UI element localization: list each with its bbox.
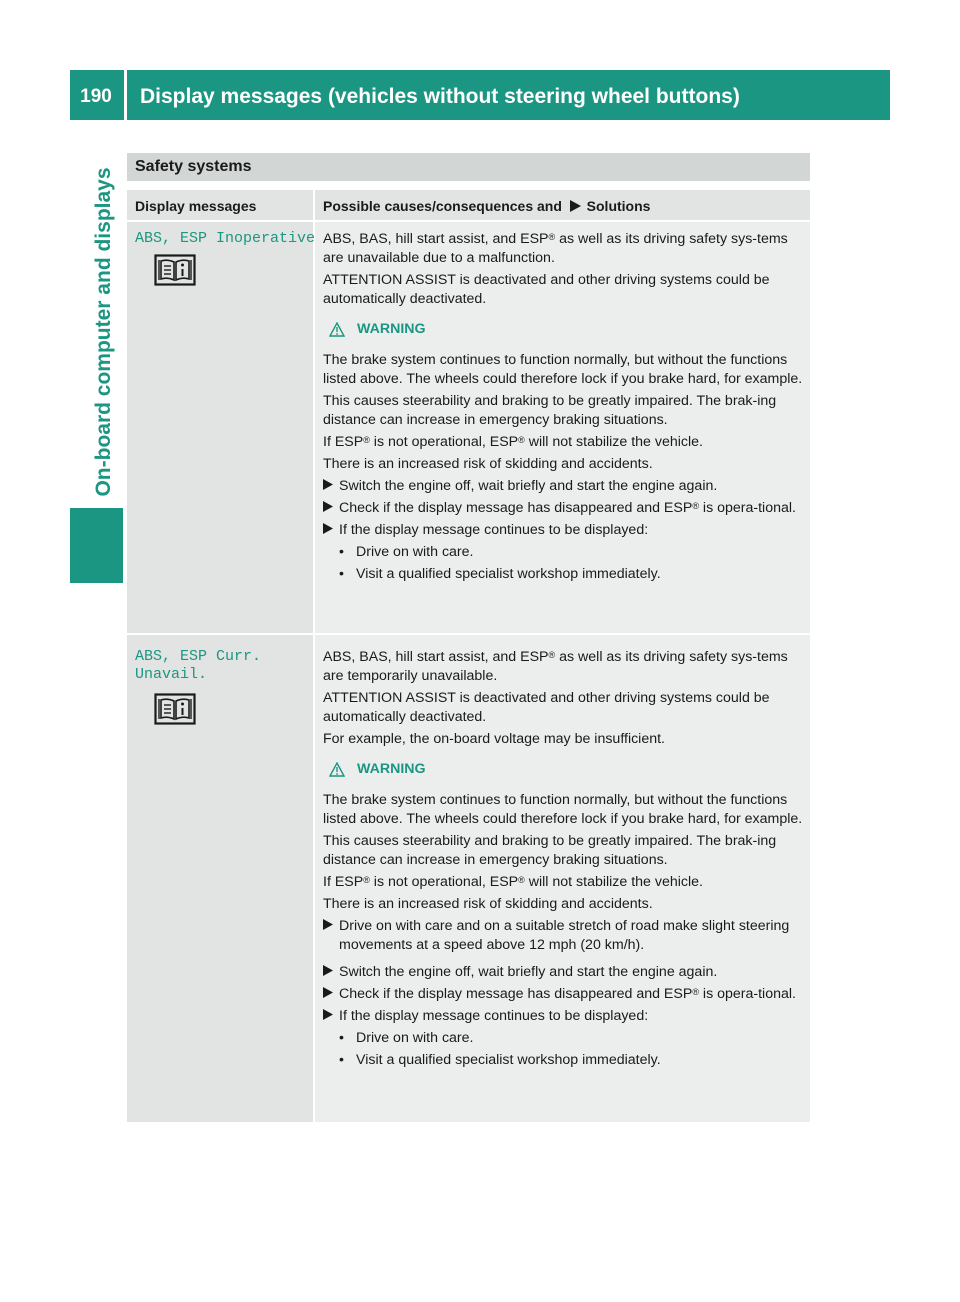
column-header-label: Display messages — [135, 198, 257, 214]
book-icon — [154, 254, 196, 286]
paragraph: ABS, BAS, hill start assist, and ESP® as well as its driving safety sys-tems are unavailable due to a malfunction. — [323, 231, 788, 266]
warning-triangle-icon — [329, 762, 345, 777]
bullet-icon: • — [339, 1052, 344, 1068]
section-title: Safety systems — [135, 158, 252, 175]
column-header-prefix: Possible causes/consequences and — [323, 198, 562, 214]
paragraph: ATTENTION ASSIST is deactivated and other driving systems could be automatically deactivated. — [323, 690, 770, 725]
action-arrow-icon — [323, 963, 339, 982]
bullet-item: • Visit a qualified specialist workshop immediately. — [339, 566, 661, 582]
warning-triangle-icon — [329, 322, 345, 337]
column-header-causes — [315, 190, 810, 220]
bullet-icon: • — [339, 544, 344, 560]
paragraph: There is an increased risk of skidding and accidents. — [323, 896, 653, 912]
bullet-item: • Drive on with care. — [339, 1030, 474, 1046]
paragraph: ABS, BAS, hill start assist, and ESP® as well as its driving safety sys-tems are temporarily unavailable. — [323, 649, 788, 684]
warning-heading: WARNING — [323, 320, 807, 339]
paragraph: For example, the on-board voltage may be insufficient. — [323, 731, 666, 747]
bullet-icon: • — [339, 566, 344, 582]
paragraph: There is an increased risk of skidding and accidents. — [323, 456, 653, 472]
column-header-label — [323, 190, 650, 222]
paragraph: If ESP® is not operational, ESP® will not stabilize the vehicle. — [323, 874, 703, 890]
instruction-step: Check if the display message has disappeared and ESP® is opera-tional. — [323, 499, 807, 518]
action-arrow-icon — [323, 477, 339, 496]
column-header-suffix: Solutions — [586, 198, 651, 214]
paragraph: The brake system continues to function normally, but without the functions listed above. The wheels could therefore lock if you brake hard, for example. — [323, 352, 803, 387]
paragraph: ATTENTION ASSIST is deactivated and other driving systems could be automatically deactivated. — [323, 272, 770, 307]
action-arrow-icon — [570, 200, 581, 212]
paragraph: This causes steerability and braking to be greatly impaired. The brak-ing distance can increase in emergency braking situations. — [323, 833, 777, 868]
column-header-display-messages — [127, 190, 313, 220]
bullet-item: • Visit a qualified specialist workshop immediately. — [339, 1052, 661, 1068]
instruction-step: If the display message continues to be displayed: — [323, 1007, 807, 1026]
page-number: 190 — [80, 86, 112, 107]
instruction-step: Switch the engine off, wait briefly and start the engine again. — [323, 963, 807, 982]
action-arrow-icon — [323, 985, 339, 1004]
paragraph: If ESP® is not operational, ESP® will not stabilize the vehicle. — [323, 434, 703, 450]
action-arrow-icon — [323, 1007, 339, 1026]
action-arrow-icon — [323, 521, 339, 540]
action-arrow-icon — [323, 499, 339, 518]
side-tab-marker — [70, 508, 123, 583]
paragraph: The brake system continues to function normally, but without the functions listed above. The wheels could therefore lock if you brake hard, for example. — [323, 792, 803, 827]
row-1-description — [323, 230, 807, 587]
book-icon — [154, 693, 196, 725]
warning-heading: WARNING — [323, 760, 807, 779]
display-message-code: ABS, ESP Curr. Unavail. — [135, 648, 262, 683]
bullet-icon: • — [339, 1030, 344, 1046]
instruction-step: Switch the engine off, wait briefly and start the engine again. — [323, 477, 807, 496]
paragraph: This causes steerability and braking to be greatly impaired. The brak-ing distance can increase in emergency braking situations. — [323, 393, 777, 428]
bullet-item: • Drive on with care. — [339, 544, 474, 560]
instruction-step: Check if the display message has disappeared and ESP® is opera-tional. — [323, 985, 807, 1004]
instruction-step: If the display message continues to be displayed: — [323, 521, 807, 540]
side-tab-label: On-board computer and displays — [92, 167, 115, 497]
header-divider — [124, 70, 127, 120]
row-2-description — [323, 648, 807, 1073]
page-title: Display messages (vehicles without steering wheel buttons) — [140, 85, 740, 108]
action-arrow-icon — [323, 917, 339, 955]
display-message-code: ABS, ESP Inoperative — [135, 230, 316, 247]
instruction-step: Drive on with care and on a suitable stretch of road make slight steering movements at a speed above 12 mph (20 km/h). — [323, 917, 807, 955]
